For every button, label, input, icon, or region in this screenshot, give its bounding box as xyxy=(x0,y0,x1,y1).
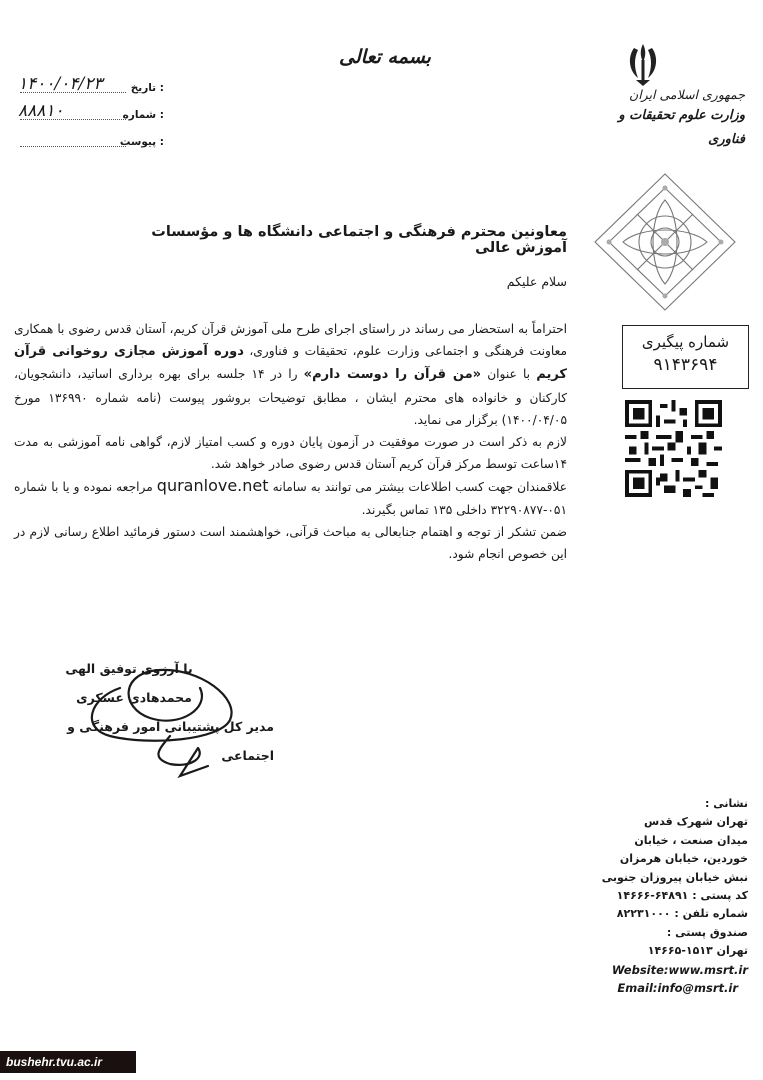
tracking-box xyxy=(622,325,749,389)
address-block xyxy=(560,795,748,997)
date-value: ۱۴۰۰/۰۴/۲۳ xyxy=(18,74,103,94)
date-label: تاریخ : xyxy=(130,82,164,94)
footer-watermark-tag: bushehr.tvu.ac.ir xyxy=(0,1051,136,1073)
po-box: تهران ۱۵۱۳-۱۴۶۶۵ xyxy=(647,944,748,958)
paragraph-1-text-a: احتراماً به استحضار می رساند در راستای اجرای طرح ملی آموزش قرآن کریم، آستان قدس رضوی با همکاری معاونت فرهنگی و اجتماعی وزارت علوم، تحقیقات و فناوری، xyxy=(14,322,568,359)
greeting: سلام علیکم xyxy=(506,274,567,289)
email[interactable]: Email:info@msrt.ir xyxy=(617,981,738,996)
attachment-row xyxy=(14,128,164,155)
ministry-title xyxy=(585,86,745,152)
paragraph-4: ضمن تشکر از توجه و اهتمام جنابعالی به مباحث قرآنی، خواهشمند است دستور فرمائید اطلاع رسانی لازم در این خصوص انجام شود. xyxy=(14,524,567,562)
tracking-code: ۹۱۴۳۶۹۴ xyxy=(653,355,718,375)
ornament-decoration xyxy=(585,170,745,315)
address-line-4: نبش خیابان پیروزان جنوبی xyxy=(601,870,748,884)
signer-title: مدیر کل پشتیبانی امور فرهنگی و اجتماعی xyxy=(67,719,274,763)
recipient-heading: معاونین محترم فرهنگی و اجتماعی دانشگاه ها و مؤسسات آموزش عالی xyxy=(151,224,567,256)
letter-body xyxy=(14,318,567,565)
paragraph-3-text-a: علاقمندان جهت کسب اطلاعات بیشتر می توانند به سامانه xyxy=(268,480,567,495)
address-line-3: خوردین، خیابان هرمزان xyxy=(619,852,748,866)
phone-number: شماره تلفن : ۸۲۲۳۱۰۰۰ xyxy=(616,907,748,921)
po-box-label: صندوق پستی : xyxy=(666,925,748,939)
iran-emblem-logo xyxy=(620,40,666,88)
postal-code: کد پستی : ۶۴۸۹۱-۱۴۶۶۶ xyxy=(616,889,748,903)
website-link[interactable]: quranlove.net xyxy=(156,476,269,496)
paragraph-1-text-e: را در ۱۴ جلسه برای بهره برداری اساتید، دانشجویان، کارکنان و خانواده های محترم ایشان ، مطابق توضیحات بروشور پیوست (نامه شماره ۱۳۶۹۹۰ مورخ ۱۴۰۰/۰۴/۰۵) برگزار می نماید. xyxy=(14,367,567,427)
ministry-name: وزارت علوم تحقیقات و فناوری xyxy=(618,108,745,147)
number-value: ۸۸۸۱۰ xyxy=(18,101,64,121)
address-line-1: تهران شهرک قدس xyxy=(644,815,748,829)
date-row xyxy=(14,74,164,101)
website[interactable]: Website:www.msrt.ir xyxy=(611,962,748,977)
paragraph-3 xyxy=(14,475,567,520)
paragraph-1-text-c: با عنوان xyxy=(481,367,537,382)
paragraph-1 xyxy=(14,318,567,431)
signer-name: محمدهادی عسکری xyxy=(76,690,192,705)
number-label: شماره : xyxy=(122,109,164,121)
paragraph-2: لازم به ذکر است در صورت موفقیت در آزمون پایان دوره و کسب امتیاز لازم، گواهی نامه آموزشی به مدت ۱۴ساعت توسط مرکز قرآن کریم آستان قدس رضوی صادر خواهد شد. xyxy=(14,435,567,472)
signature-block xyxy=(34,654,274,770)
qr-code xyxy=(625,400,722,497)
closing-line: با آرزوی توفیق الهی xyxy=(65,661,193,676)
course-title: «من قرآن را دوست دارم» xyxy=(303,367,482,383)
address-line-2: میدان صنعت ، خیابان xyxy=(634,833,748,847)
course-name: دوره آموزش مجازی روخوانی قرآن کریم xyxy=(14,344,567,383)
paragraph-3-text-b: مراجعه نموده و یا با شماره ۰۵۱-۳۲۲۹۰۸۷۷ داخلی ۱۳۵ تماس بگیرند. xyxy=(14,480,567,517)
tracking-label: شماره پیگیری xyxy=(641,333,730,351)
attachment-label: پیوست : xyxy=(119,136,164,148)
ministry-country: جمهوری اسلامی ایران xyxy=(629,87,745,102)
number-row xyxy=(14,101,164,128)
bismillah-heading: بسمه تعالی xyxy=(339,46,431,68)
letter-meta xyxy=(14,74,164,155)
address-label: نشانی : xyxy=(705,797,748,810)
